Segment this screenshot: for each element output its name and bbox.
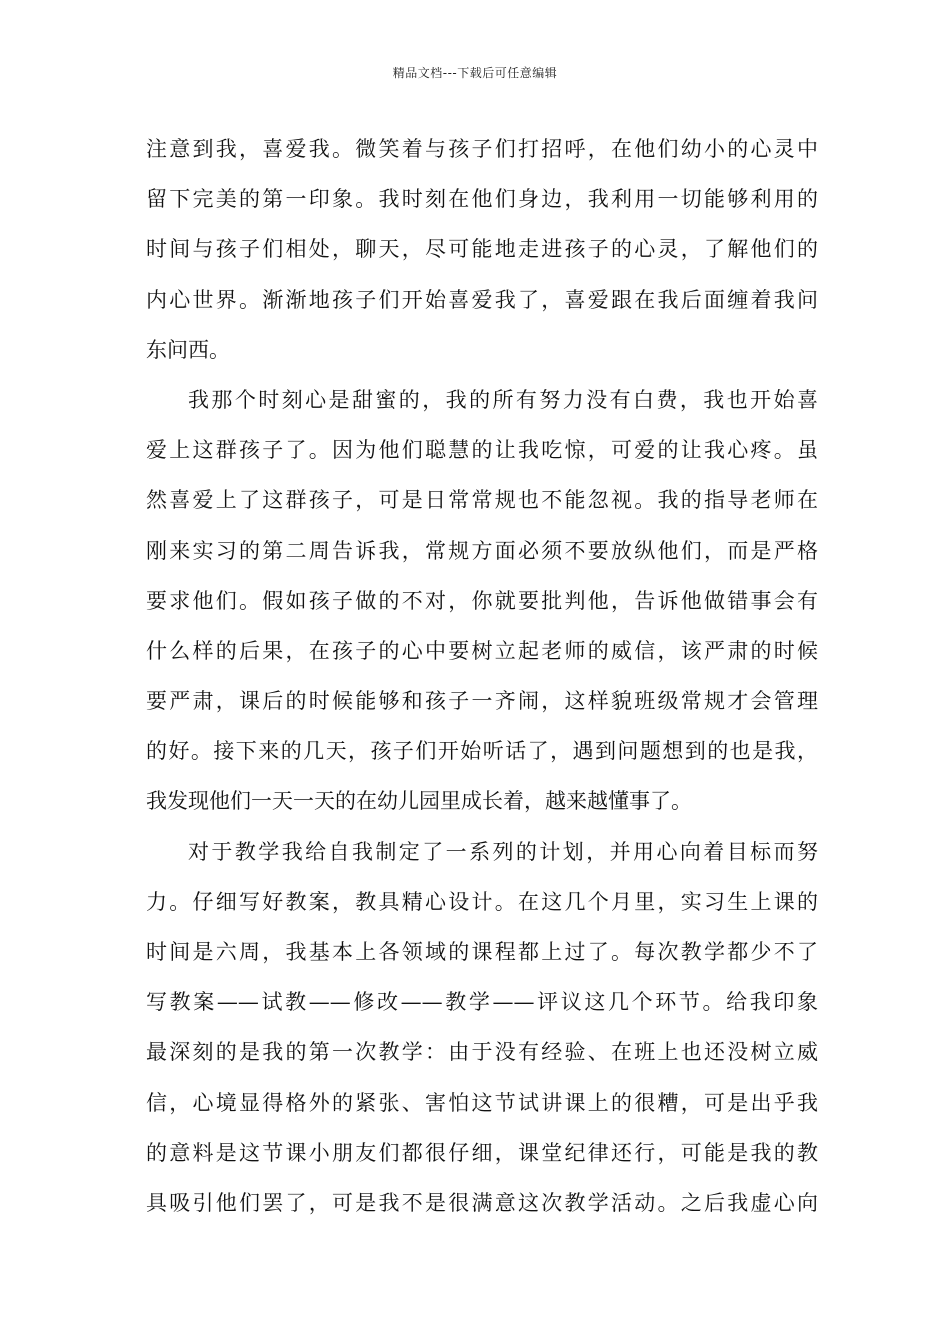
document-body — [146, 124, 818, 1228]
text-line: 最深刻的是我的第一次教学：由于没有经验、在班上也还没树立威 — [146, 1040, 818, 1065]
text-line: 然喜爱上了这群孩子，可是日常常规也不能忽视。我的指导老师在 — [146, 488, 818, 513]
text-line: 留下完美的第一印象。我时刻在他们身边，我利用一切能够利用的 — [146, 187, 818, 212]
text-line: 什么样的后果，在孩子的心中要树立起老师的威信，该严肃的时候 — [146, 638, 818, 663]
text-line: 写教案——试教——修改——教学——评议这几个环节。给我印象 — [146, 990, 818, 1015]
text-line: 信，心境显得格外的紧张、害怕这节试讲课上的很糟，可是出乎我 — [146, 1090, 818, 1115]
text-line: 要严肃，课后的时候能够和孩子一齐闹，这样貌班级常规才会管理 — [146, 689, 818, 714]
text-line: 注意到我，喜爱我。微笑着与孩子们打招呼，在他们幼小的心灵中 — [146, 137, 818, 161]
text-line: 的好。接下来的几天，孩子们开始听话了，遇到问题想到的也是我， — [146, 739, 818, 764]
text-line: 内心世界。渐渐地孩子们开始喜爱我了，喜爱跟在我后面缠着我问 — [146, 287, 818, 312]
text-line: 东问西。 — [146, 337, 230, 362]
text-line: 时间是六周，我基本上各领域的课程都上过了。每次教学都少不了 — [146, 940, 818, 964]
page-header: 精品文档---下载后可任意编辑 — [392, 66, 558, 80]
paragraph — [146, 375, 818, 827]
paragraph — [146, 124, 818, 375]
text-line: 具吸引他们罢了，可是我不是很满意这次教学活动。之后我虚心向 — [146, 1190, 818, 1215]
text-line: 力。仔细写好教案，教具精心设计。在这几个月里，实习生上课的 — [146, 889, 818, 914]
text-line: 我发现他们一天一天的在幼儿园里成长着，越来越懂事了。 — [146, 789, 692, 814]
paragraph — [146, 827, 818, 1229]
text-line: 时间与孩子们相处，聊天，尽可能地走进孩子的心灵，了解他们的 — [146, 237, 818, 262]
text-line: 爱上这群孩子了。因为他们聪慧的让我吃惊，可爱的让我心疼。虽 — [146, 438, 818, 463]
text-line: 我那个时刻心是甜蜜的，我的所有努力没有白费，我也开始喜 — [188, 387, 818, 412]
text-line: 刚来实习的第二周告诉我，常规方面必须不要放纵他们，而是严格 — [146, 538, 818, 563]
text-line: 要求他们。假如孩子做的不对，你就要批判他，告诉他做错事会有 — [146, 588, 818, 613]
text-line: 的意料是这节课小朋友们都很仔细，课堂纪律还行，可能是我的教 — [146, 1140, 818, 1165]
text-line: 对于教学我给自我制定了一系列的计划，并用心向着目标而努 — [188, 839, 818, 864]
